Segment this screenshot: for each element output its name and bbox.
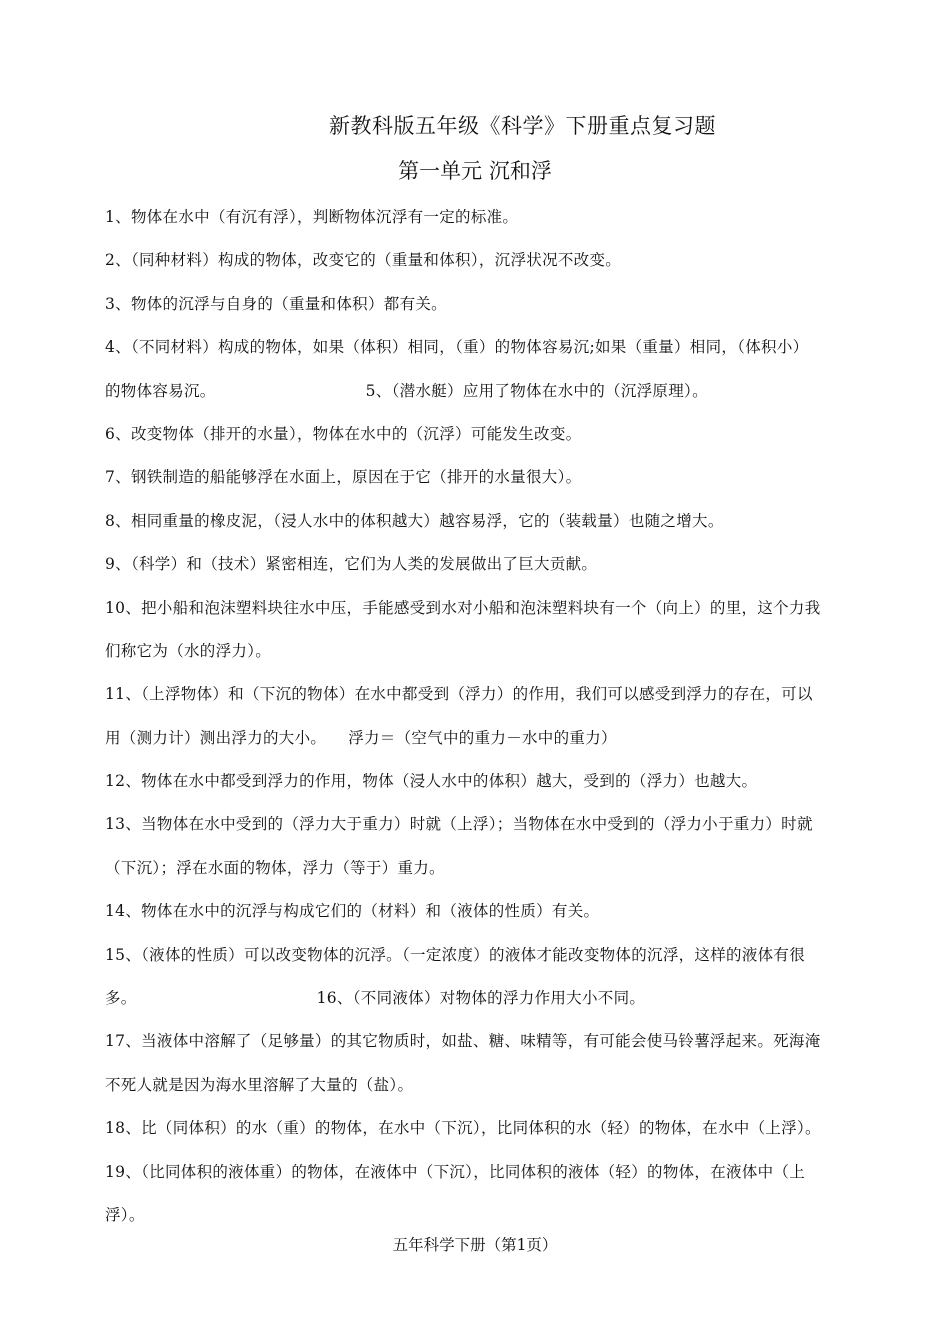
text-line: 14、物体在水中的沉浮与构成它们的（材料）和（液体的性质）有关。: [105, 902, 600, 921]
text-line: 6、改变物体（排开的水量），物体在水中的（沉浮）可能发生改变。: [105, 424, 582, 443]
text-line: 11、（上浮物体）和（下沉的物体）在水中都受到（浮力）的作用，我们可以感受到浮力的存在，可以: [105, 685, 813, 704]
text-segment: 多。: [105, 989, 137, 1008]
text-line: 15、（液体的性质）可以改变物体的沉浮。（一定浓度）的液体才能改变物体的沉浮，这样的液体有很: [105, 945, 806, 964]
text-line: [105, 376, 850, 419]
text-line: 8、相同重量的橡皮泥，（浸人水中的体积越大）越容易浮，它的（装载量）也随之增大。: [105, 511, 724, 530]
text-line: 3、物体的沉浮与自身的（重量和体积）都有关。: [105, 294, 447, 313]
text-line: 19、（比同体积的液体重）的物体，在液体中（下沉），比同体积的液体（轻）的物体，在液体中（上: [105, 1162, 806, 1181]
text-line: 10、把小船和泡沫塑料块往水中压，手能感受到水对小船和泡沫塑料块有一个（向上）的里，这个力我: [105, 598, 821, 617]
text-segment: 16、（不同液体）对物体的浮力作用大小不同。: [316, 989, 646, 1008]
text-line: [105, 723, 850, 766]
text-segment: 5、（潜水艇）应用了物体在水中的（沉浮原理）。: [365, 381, 708, 400]
unit-title: 第一单元 沉和浮: [398, 159, 552, 183]
text-line: 2、（同种材料）构成的物体，改变它的（重量和体积），沉浮状况不改变。: [105, 251, 622, 270]
text-line: [105, 983, 850, 1026]
text-line: 浮）。: [105, 1205, 145, 1224]
page-footer: 五年科学下册（第1页）: [392, 1236, 558, 1254]
text-line: 13、当物体在水中受到的（浮力大于重力）时就（上浮）；当物体在水中受到的（浮力小于重力）时就: [105, 815, 813, 834]
text-line: （下沉）；浮在水面的物体，浮力（等于）重力。: [105, 858, 445, 877]
text-segment: 的物体容易沉。: [105, 381, 216, 400]
text-line: 1、物体在水中（有沉有浮），判断物体沉浮有一定的标准。: [105, 208, 519, 226]
text-line: 不死人就是因为海水里溶解了大量的（盐）。: [105, 1075, 414, 1094]
text-segment: 用（测力计）测出浮力的大小。: [105, 728, 327, 747]
text-segment: 浮力＝（空气中的重力－水中的重力）: [348, 728, 617, 747]
document-title: 新教科版五年级《科学》下册重点复习题: [329, 114, 716, 138]
text-line: 17、当液体中溶解了（足够量）的其它物质时，如盐、糖、味精等，有可能会使马铃薯浮起来。死海淹: [105, 1032, 821, 1051]
text-line: 7、钢铁制造的船能够浮在水面上，原因在于它（排开的水量很大）。: [105, 468, 582, 487]
text-line: 12、物体在水中都受到浮力的作用，物体（浸人水中的体积）越大，受到的（浮力）也越大。: [105, 772, 758, 791]
text-line: 18、比（同体积）的水（重）的物体，在水中（下沉），比同体积的水（轻）的物体，在水中（上浮）。: [105, 1119, 821, 1138]
question-list: [105, 202, 850, 1243]
text-line: 4、（不同材料）构成的物体，如果（体积）相同，（重）的物体容易沉;如果（重量）相同，（体积小）: [105, 338, 809, 357]
text-line: 9、（科学）和（技术）紧密相连，它们为人类的发展做出了巨大贡献。: [105, 555, 598, 574]
text-line: 们称它为（水的浮力）。: [105, 641, 272, 660]
